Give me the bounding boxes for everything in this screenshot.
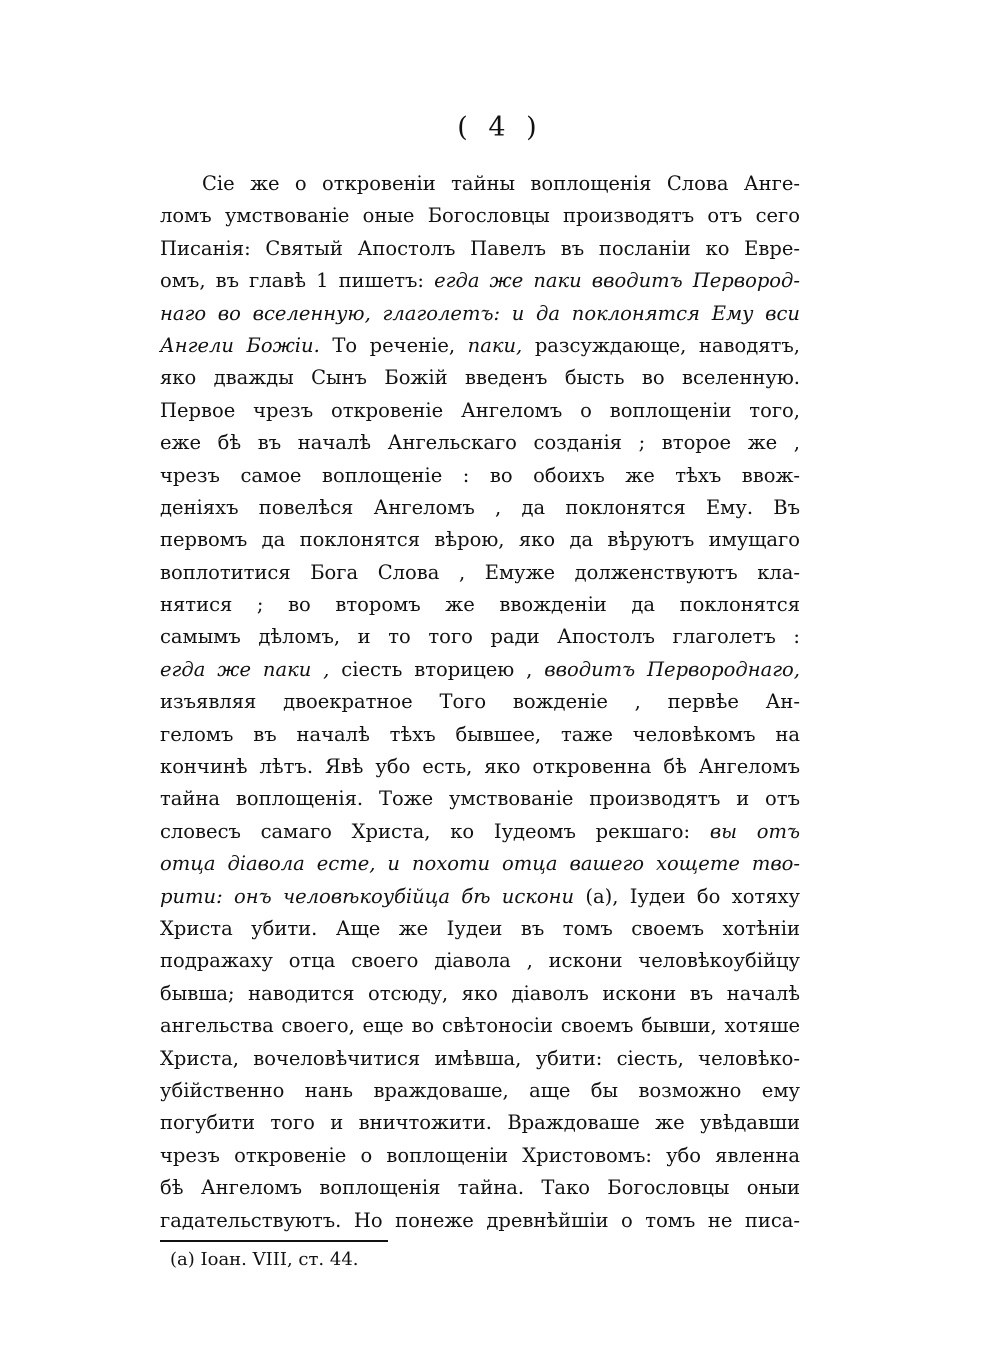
text-line (160, 881, 800, 913)
text-line (160, 978, 800, 1010)
italic-text: вы отъ (709, 819, 800, 843)
italic-text: наго во вселенную, глаголетъ: и да поклонятся Ему вси (160, 301, 800, 325)
text-line (160, 1140, 800, 1172)
text-segment: ангельства своего, еще во свѣтоносіи своемъ бывши, хотяше (160, 1014, 800, 1038)
text-segment: чрезъ самое воплощеніе : во обоихъ же тѣхъ ввож- (160, 463, 800, 487)
text-line (160, 621, 800, 653)
text-line (160, 233, 800, 265)
footnote: (а) Іоан. VIII, ст. 44. (170, 1249, 359, 1270)
text-segment: подражаху отца своего діавола , искони человѣкоубійцу (160, 949, 800, 973)
text-line (160, 524, 800, 556)
text-segment: бѣ Ангеломъ воплощенія тайна. Тако Богословцы оныи (160, 1176, 800, 1200)
text-segment: геломъ въ началѣ тѣхъ бывшее, таже человѣкомъ на (160, 722, 800, 746)
text-segment: (а), Іудеи бо хотяху (574, 884, 800, 908)
text-line (160, 200, 800, 232)
text-segment: кончинѣ лѣтъ. Явѣ убо есть, яко откровенна бѣ Ангеломъ (160, 755, 800, 779)
text-segment: ломъ умствованіе оные Богословцы производятъ отъ сего (160, 204, 800, 228)
text-segment: Писанія: Святый Апостолъ Павелъ въ посланіи ко Евре- (160, 236, 800, 260)
footnote-divider (160, 1240, 388, 1242)
text-line (160, 816, 800, 848)
text-line (160, 945, 800, 977)
page-number: ( 4 ) (457, 112, 543, 143)
text-line (160, 1107, 800, 1139)
text-segment: разсуждающе, наводятъ, (522, 333, 800, 357)
text-line (160, 1010, 800, 1042)
text-line (160, 362, 800, 394)
text-line (160, 427, 800, 459)
text-line (160, 913, 800, 945)
text-segment: убійственно нань враждоваше, аще бы возможно ему (160, 1078, 800, 1102)
text-segment: тайна воплощенія. Тоже умствованіе производятъ и отъ (160, 787, 800, 811)
italic-text: егда же паки вводитъ Первород- (434, 269, 800, 293)
text-segment: гадательствуютъ. Но понеже древнѣйшіи о томъ не писа- (160, 1208, 800, 1232)
text-segment: То реченіе, (319, 333, 468, 357)
text-segment: Первое чрезъ откровеніе Ангеломъ о воплощеніи того, (160, 398, 800, 422)
text-line (160, 298, 800, 330)
text-line (160, 557, 800, 589)
text-line (160, 848, 800, 880)
text-segment: нятися ; во второмъ же ввожденіи да поклонятся (160, 593, 800, 617)
italic-text: вводитъ Первороднаго, (544, 657, 800, 681)
text-line (160, 783, 800, 815)
text-segment: воплотитися Бога Слова , Емуже долженствуютъ кла- (160, 560, 800, 584)
text-segment: чрезъ откровеніе о воплощеніи Христовомъ: убо явленна (160, 1143, 800, 1167)
text-segment: деніяхъ повелѣся Ангеломъ , да поклонятся Ему. Въ (160, 495, 800, 519)
text-line (160, 265, 800, 297)
text-segment: Сіе же о откровеніи тайны воплощенія Слова Анге- (202, 172, 800, 195)
text-segment: Христа, вочеловѣчитися имѣвша, убити: сіесть, человѣко- (160, 1046, 800, 1070)
italic-text: рити: онъ человѣкоубійца бѣ искони (160, 884, 575, 908)
text-line (160, 492, 800, 524)
text-line (160, 1205, 800, 1237)
text-segment: Христа убити. Аще же Іудеи въ томъ своемъ хотѣніи (160, 916, 800, 940)
text-segment: бывша; наводится отсюду, яко діаволъ искони въ началѣ (160, 981, 800, 1005)
text-line (160, 460, 800, 492)
italic-text: егда же паки , (160, 657, 330, 681)
text-line (160, 719, 800, 751)
text-segment: самымъ дѣломъ, и то того ради Апостолъ глаголетъ : (160, 625, 800, 649)
text-line (160, 1075, 800, 1107)
italic-text: отца діавола есте, и похоти отца вашего хощете тво- (160, 852, 800, 876)
text-line (160, 686, 800, 718)
text-line (160, 654, 800, 686)
body-text (160, 168, 800, 1237)
text-segment: омъ, въ главѣ 1 пишетъ: (160, 269, 435, 293)
italic-text: паки, (467, 333, 523, 357)
text-segment: яко дважды Сынъ Божій введенъ бысть во вселенную. (160, 366, 800, 390)
text-line (160, 1172, 800, 1204)
text-segment: словесъ самаго Христа, ко Іудеомъ рекшаго: (160, 819, 710, 843)
text-line (160, 330, 800, 362)
text-segment: сіесть вторицею , (329, 657, 545, 681)
text-line (160, 168, 800, 200)
text-segment: погубити того и вничтожити. Враждоваше же увѣдавши (160, 1111, 800, 1135)
text-segment: изъявляя двоекратное Того вожденіе , первѣе Ан- (160, 690, 800, 714)
text-line (160, 751, 800, 783)
italic-text: Ангели Божіи. (160, 333, 320, 357)
text-line (160, 1043, 800, 1075)
text-line (160, 395, 800, 427)
text-segment: еже бѣ въ началѣ Ангельскаго созданія ; второе же , (160, 431, 800, 455)
text-segment: первомъ да поклонятся вѣрою, яко да вѣруютъ имущаго (160, 528, 800, 552)
text-line (160, 589, 800, 621)
